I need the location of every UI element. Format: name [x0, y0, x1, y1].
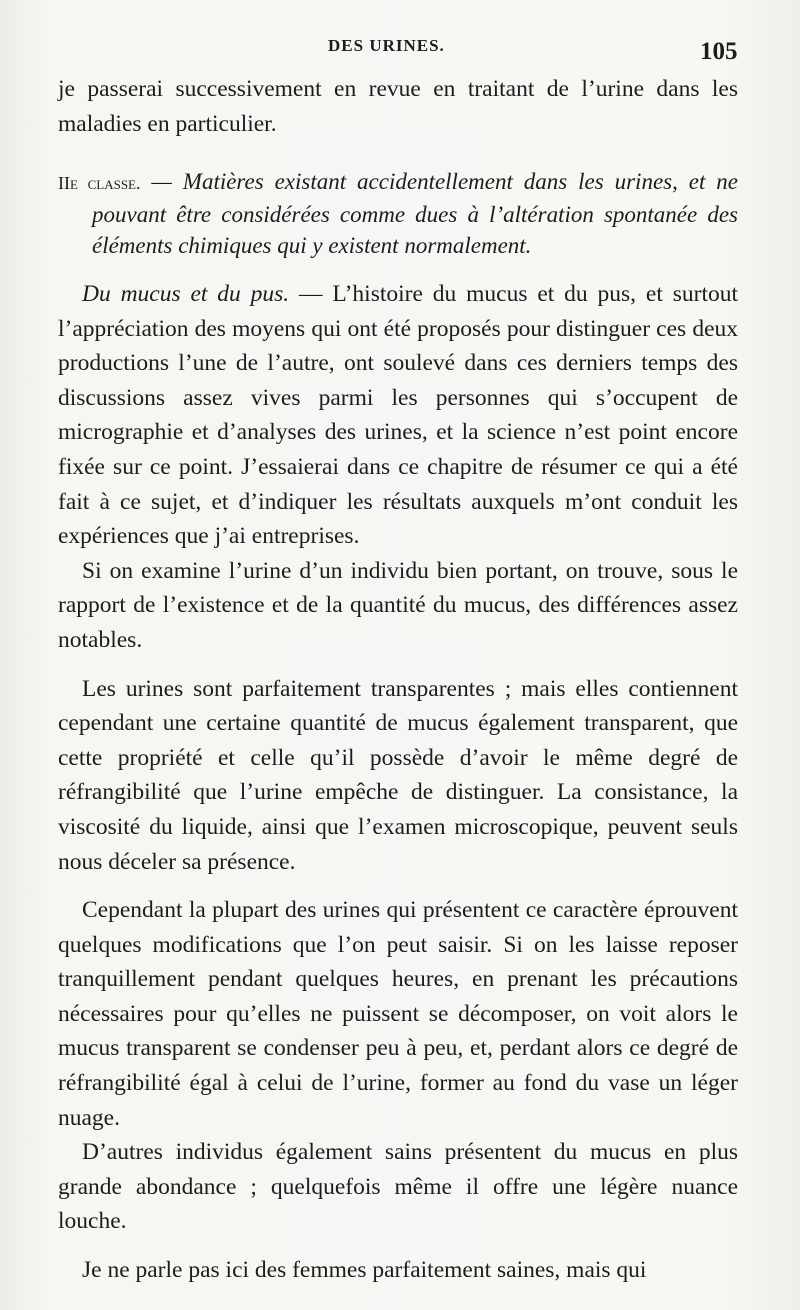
section-paragraph	[58, 277, 738, 554]
section-title: Du mucus et du pus.	[82, 281, 290, 307]
class-description: — Matières existant accidentellement dans les urines, et ne pouvant être considérées comme dues à l’altération spontanée des éléments chimiques qui y existent normalement.	[92, 169, 738, 258]
paragraph-4: Les urines sont parfaitement transparentes ; mais elles contiennent cependant une certaine quantité de mucus également transparent, que cette propriété et celle qu’il possède d’avoir le même degré de réfrangibilité que l’urine empêche de distinguer. La consistance, la viscosité du liquide, ainsi que l’examen microscopique, peuvent seuls nous déceler sa présence.	[58, 675, 738, 875]
section-text: — L’histoire du mucus et du pus, et surtout l’appréciation des moyens qui ont été proposés pour distinguer ces deux productions l’une de l’autre, ont soulevé dans ces derniers temps des discussions assez vives parmi les personnes qui s’occupent de micrographie et d’analyses des urines, et la science n’est point encore fixée sur ce point. J’essaierai dans ce chapitre de résumer ce qui a été fait à ce sujet, et d’indiquer les résultats auxquels m’ont conduit les expériences que j’ai entreprises.	[58, 281, 738, 550]
paragraph-5: Cependant la plupart des urines qui présentent ce caractère éprouvent quelques modifications que l’on peut saisir. Si on les laisse reposer tranquillement pendant quelques heures, en prenant les précautions nécessaires pour qu’elles ne puissent se décomposer, on voit alors le mucus transparent se condenser peu à peu, et, perdant alors ce degré de réfrangibilité égal à celui de l’urine, former au fond du vase un léger nuage.	[58, 897, 738, 1131]
class-label: IIe classe.	[58, 173, 141, 193]
class-heading	[58, 166, 738, 261]
text-block	[58, 72, 738, 1288]
paragraph-6: D’autres individus également sains présentent du mucus en plus grande abondance ; quelquefois même il offre une légère nuance louche.	[58, 1139, 738, 1235]
running-title: DES URINES.	[328, 36, 445, 55]
paragraph-7: Je ne parle pas ici des femmes parfaitement saines, mais qui	[82, 1257, 647, 1284]
page-number: 105	[700, 38, 738, 65]
paragraph-continuation: je passerai successivement en revue en traitant de l’urine dans les maladies en particulier.	[58, 76, 738, 137]
paragraph-3: Si on examine l’urine d’un individu bien portant, on trouve, sous le rapport de l’existence et de la quantité du mucus, des différences assez notables.	[58, 557, 738, 653]
